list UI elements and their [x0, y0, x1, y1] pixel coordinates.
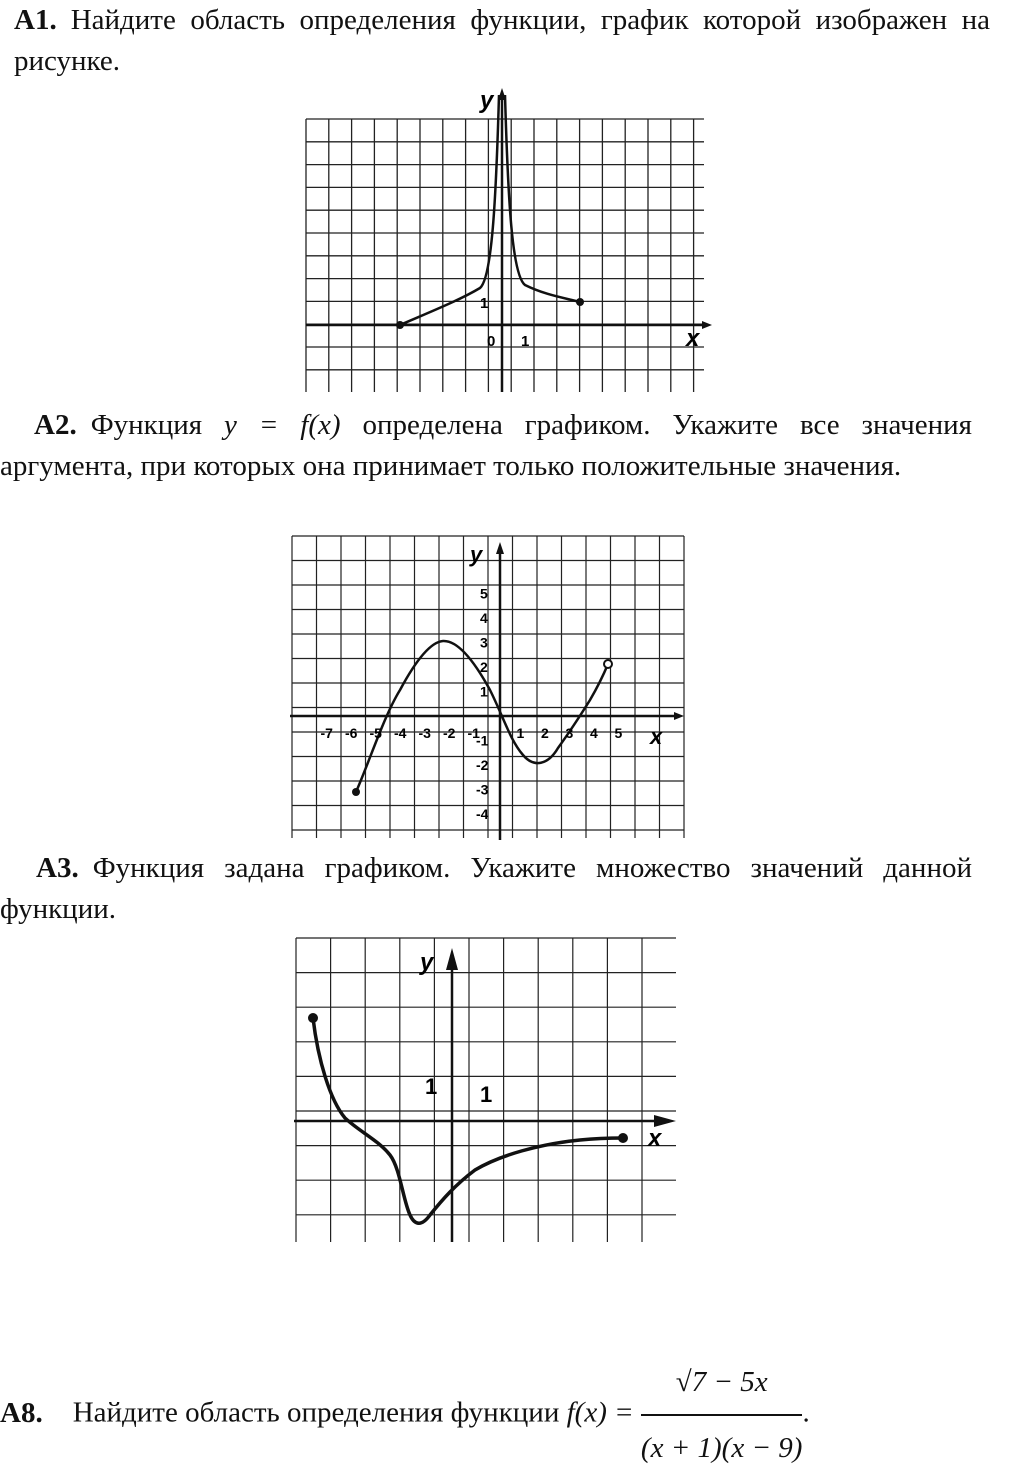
y-axis-label: y	[470, 542, 483, 567]
question-a2	[0, 405, 972, 487]
x-tick-label: 2	[541, 725, 549, 741]
question-text-before: Функция	[90, 409, 203, 441]
question-text: Найдите область определения функции, график которой изображен на рисунке.	[14, 4, 990, 77]
y-tick-label: 2	[480, 659, 488, 675]
graph-a2	[288, 530, 688, 847]
x-tick-label: -1	[467, 725, 480, 741]
x-axis-label: x	[686, 325, 700, 352]
y-tick-label: -1	[476, 732, 489, 749]
x-unit-label: 1	[480, 1082, 493, 1107]
x-tick-label: -3	[418, 725, 431, 741]
question-text: Найдите область определения функции	[72, 1396, 560, 1429]
x-tick-label: -4	[394, 725, 407, 741]
period: .	[802, 1396, 810, 1429]
numerator: √7 − 5x	[641, 1352, 803, 1416]
x-tick-label: 3	[565, 725, 574, 741]
denominator: (x + 1)(x − 9)	[640, 1432, 803, 1464]
x-axis-label: x	[648, 1125, 662, 1152]
origin-label: 0	[487, 333, 496, 350]
question-number: A1.	[14, 4, 57, 36]
x-unit-label: 1	[521, 333, 530, 350]
y-tick-label: -2	[476, 757, 489, 773]
y-tick-label: 3	[480, 634, 488, 651]
x-tick-label: 1	[516, 725, 525, 741]
x-tick-label: -6	[345, 725, 358, 741]
fraction	[641, 1352, 803, 1478]
question-number: A2.	[34, 409, 77, 441]
y-axis-label: y	[420, 949, 434, 976]
question-a8	[0, 1352, 1000, 1478]
y-tick-label: -3	[476, 781, 489, 798]
y-axis-label: y	[480, 88, 494, 114]
y-tick-label: -4	[476, 806, 489, 822]
graph-a1	[300, 88, 720, 403]
y-unit-label: 1	[480, 295, 489, 312]
question-a3	[0, 848, 972, 930]
y-tick-label: 1	[480, 683, 488, 700]
x-tick-label: -5	[369, 725, 382, 741]
y-tick-label: 5	[480, 585, 488, 602]
question-text: Функция задана графиком. Укажите множество значений данной функции.	[0, 852, 972, 925]
x-tick-label: -7	[320, 725, 333, 741]
function-formula: y = f(x)	[224, 409, 341, 441]
question-number: A3.	[36, 852, 79, 884]
x-tick-label: 4	[590, 725, 598, 741]
function-name: f(x) =	[566, 1396, 634, 1429]
x-tick-label: 5	[614, 725, 623, 741]
x-tick-label: -2	[443, 725, 456, 741]
question-number: A8.	[0, 1396, 43, 1429]
question-text-after: определена графиком. Укажите все значения аргумента, при которых она принимает только положительные значения.	[0, 409, 973, 482]
y-tick-label: 4	[480, 610, 488, 626]
x-axis-label: x	[650, 724, 663, 749]
graph-a3	[290, 930, 682, 1253]
question-a1	[14, 0, 990, 82]
y-unit-label: 1	[425, 1074, 438, 1099]
